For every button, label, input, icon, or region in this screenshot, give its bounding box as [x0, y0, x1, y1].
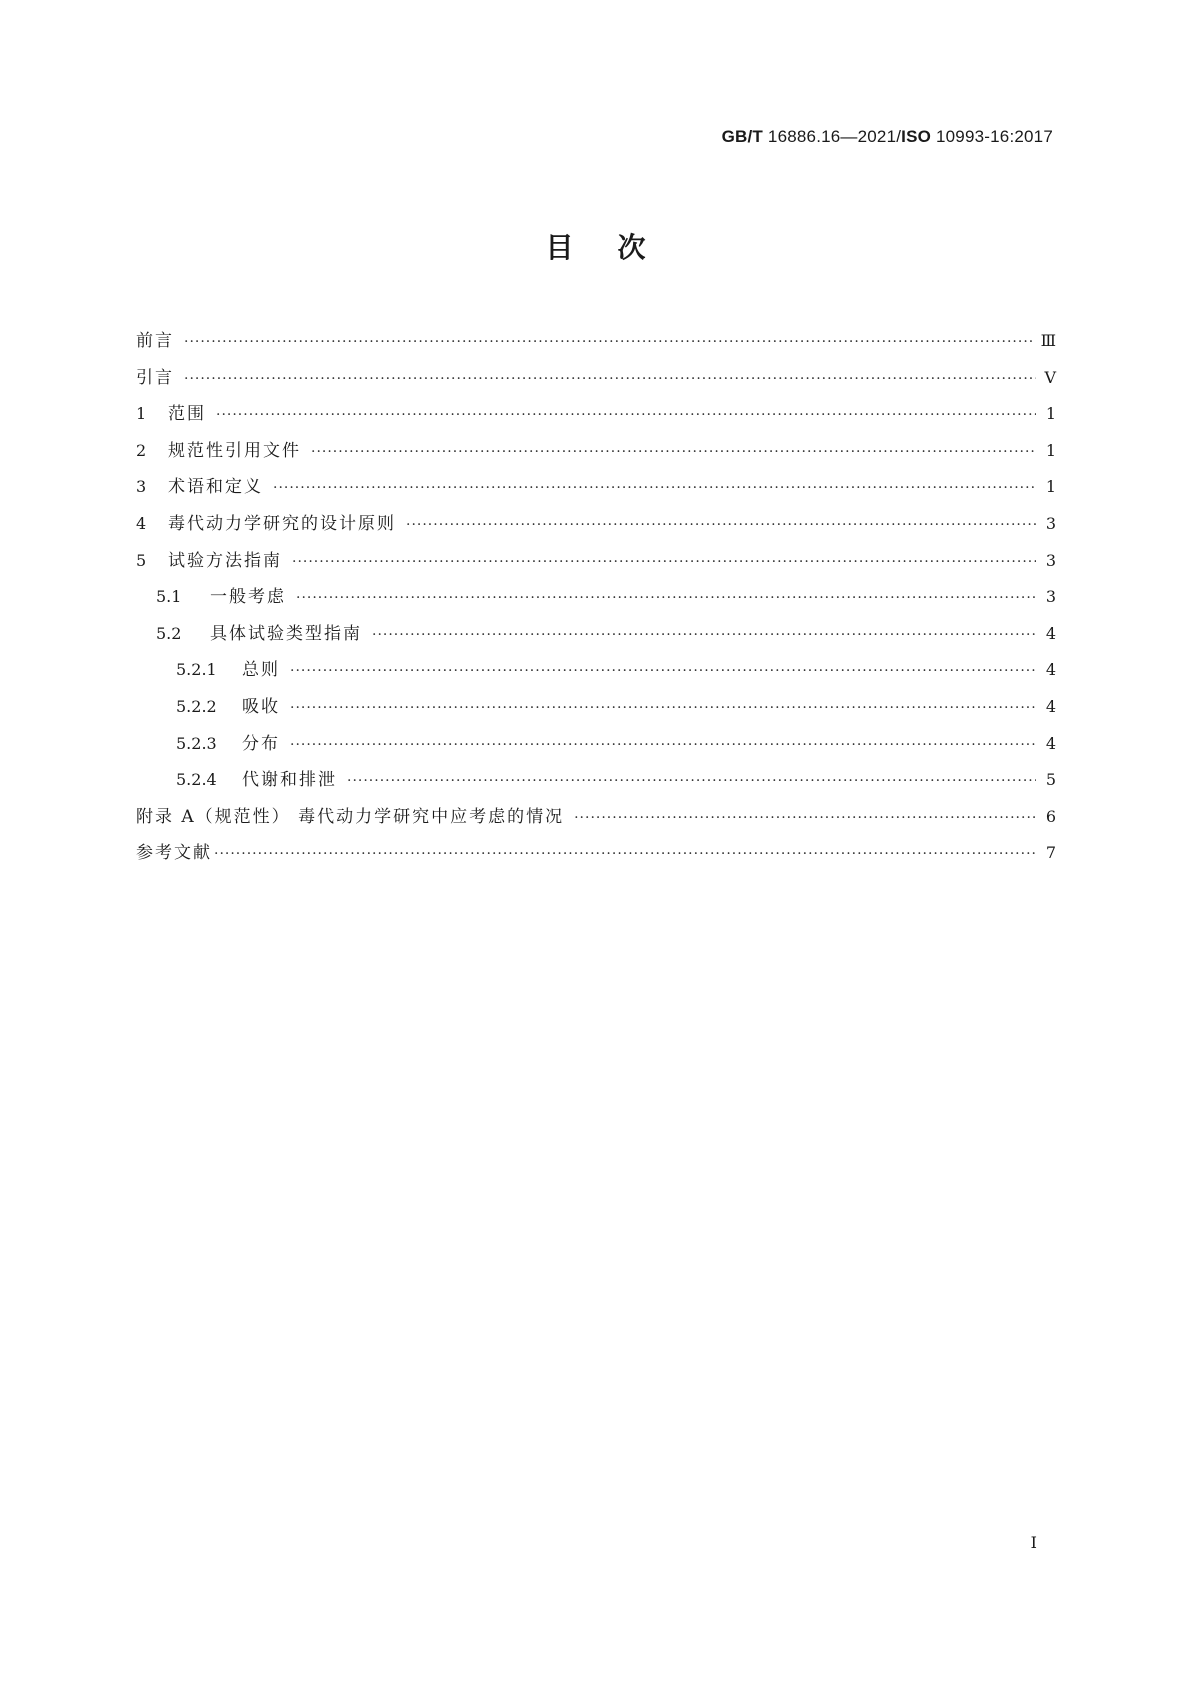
- toc-entry-general[interactable]: [136, 655, 1056, 692]
- toc-entry-number: 3: [136, 477, 147, 497]
- dot-leader: [347, 773, 1036, 789]
- standard-code: 16886.16—2021/: [767, 127, 902, 146]
- toc-entry-page: 4: [1045, 623, 1056, 643]
- toc-entry-foreword[interactable]: [136, 326, 1056, 363]
- dot-leader: [292, 554, 1036, 570]
- toc-entry-number: 2: [136, 440, 147, 460]
- toc-entry-label: 一般考虑: [210, 587, 286, 608]
- toc-entry-label: 具体试验类型指南: [210, 623, 362, 644]
- dot-leader: [311, 444, 1036, 460]
- toc-entry-number: 5: [136, 550, 147, 570]
- toc-entry-label: 引言: [136, 367, 174, 388]
- toc-entry-page: Ⅴ: [1044, 367, 1056, 387]
- toc-entry-label: 术语和定义: [168, 477, 263, 498]
- toc-entry-page: 4: [1045, 696, 1056, 716]
- toc-entry-bibliography[interactable]: [136, 838, 1056, 875]
- toc-entry-page: 7: [1045, 843, 1056, 863]
- toc-entry-number: 5.2.2: [176, 696, 217, 716]
- page-number: Ⅰ: [1030, 1533, 1037, 1552]
- toc-entry-page: 1: [1045, 477, 1056, 497]
- toc-entry-metabolism-excretion[interactable]: [136, 765, 1056, 802]
- iso-prefix: ISO: [901, 127, 932, 146]
- toc-entry-normative-references[interactable]: [136, 436, 1056, 473]
- toc-entry-label: 前言: [136, 331, 174, 351]
- toc-entry-label: 代谢和排泄: [242, 770, 337, 791]
- toc-entry-page: 3: [1045, 587, 1056, 607]
- dot-leader: [290, 737, 1036, 753]
- page-title: 目次: [545, 231, 690, 264]
- toc-entry-page: 1: [1045, 404, 1056, 424]
- toc-entry-label: 毒代动力学研究的设计原则: [168, 513, 396, 534]
- toc-entry-page: 6: [1045, 806, 1056, 826]
- dot-leader: [296, 590, 1036, 606]
- toc-entry-number: 5.2: [156, 623, 182, 643]
- toc-entry-number: 5.2.3: [176, 733, 217, 753]
- dot-leader: [574, 810, 1036, 826]
- toc-entry-label: 规范性引用文件: [168, 440, 301, 461]
- dot-leader: [216, 407, 1036, 423]
- standard-number-header: [722, 127, 1053, 147]
- toc-entry-number: 5.2.1: [176, 660, 217, 680]
- toc-entry-test-method-guidance[interactable]: [136, 546, 1056, 583]
- dot-leader: [184, 371, 1036, 387]
- toc-entry-number: 5.1: [156, 587, 182, 607]
- dot-leader: [406, 517, 1036, 533]
- toc-entry-absorption[interactable]: [136, 692, 1056, 729]
- toc-entry-page: 5: [1045, 770, 1056, 790]
- toc-entry-general-considerations[interactable]: [136, 582, 1056, 619]
- dot-leader: [290, 700, 1036, 716]
- toc-entry-annex-a[interactable]: [136, 802, 1056, 839]
- toc-entry-label: 试验方法指南: [168, 550, 282, 571]
- toc-entry-label: 吸收: [242, 696, 280, 717]
- standard-prefix: GB/T: [721, 127, 763, 146]
- toc-entry-page: 3: [1045, 513, 1056, 533]
- toc-entry-label: 参考文献: [136, 843, 212, 864]
- toc-entry-page: 3: [1045, 550, 1056, 570]
- toc-entry-scope[interactable]: [136, 399, 1056, 436]
- dot-leader: [214, 846, 1036, 862]
- toc-entry-page: 4: [1045, 733, 1056, 753]
- toc-entry-number: 1: [136, 404, 147, 424]
- toc-entry-specific-test-types[interactable]: [136, 619, 1056, 656]
- toc-entry-number: 4: [136, 513, 147, 533]
- dot-leader: [290, 663, 1036, 679]
- toc-entry-introduction[interactable]: [136, 363, 1056, 400]
- toc-entry-terms-definitions[interactable]: [136, 472, 1056, 509]
- toc-entry-distribution[interactable]: [136, 729, 1056, 766]
- toc-entry-label: 附录 A（规范性） 毒代动力学研究中应考虑的情况: [136, 806, 565, 827]
- toc-entry-design-principles[interactable]: [136, 509, 1056, 546]
- table-of-contents: [136, 326, 1056, 875]
- toc-entry-label: 总则: [242, 660, 280, 681]
- iso-code: 10993-16:2017: [936, 127, 1053, 146]
- toc-entry-page: 4: [1045, 660, 1056, 680]
- toc-entry-page: 1: [1045, 440, 1056, 460]
- toc-entry-page: Ⅲ: [1040, 331, 1056, 350]
- toc-entry-number: 5.2.4: [176, 770, 217, 790]
- toc-entry-label: 范围: [168, 404, 206, 425]
- dot-leader: [372, 627, 1036, 643]
- toc-entry-label: 分布: [242, 733, 280, 754]
- dot-leader: [273, 480, 1036, 496]
- dot-leader: [184, 334, 1035, 350]
